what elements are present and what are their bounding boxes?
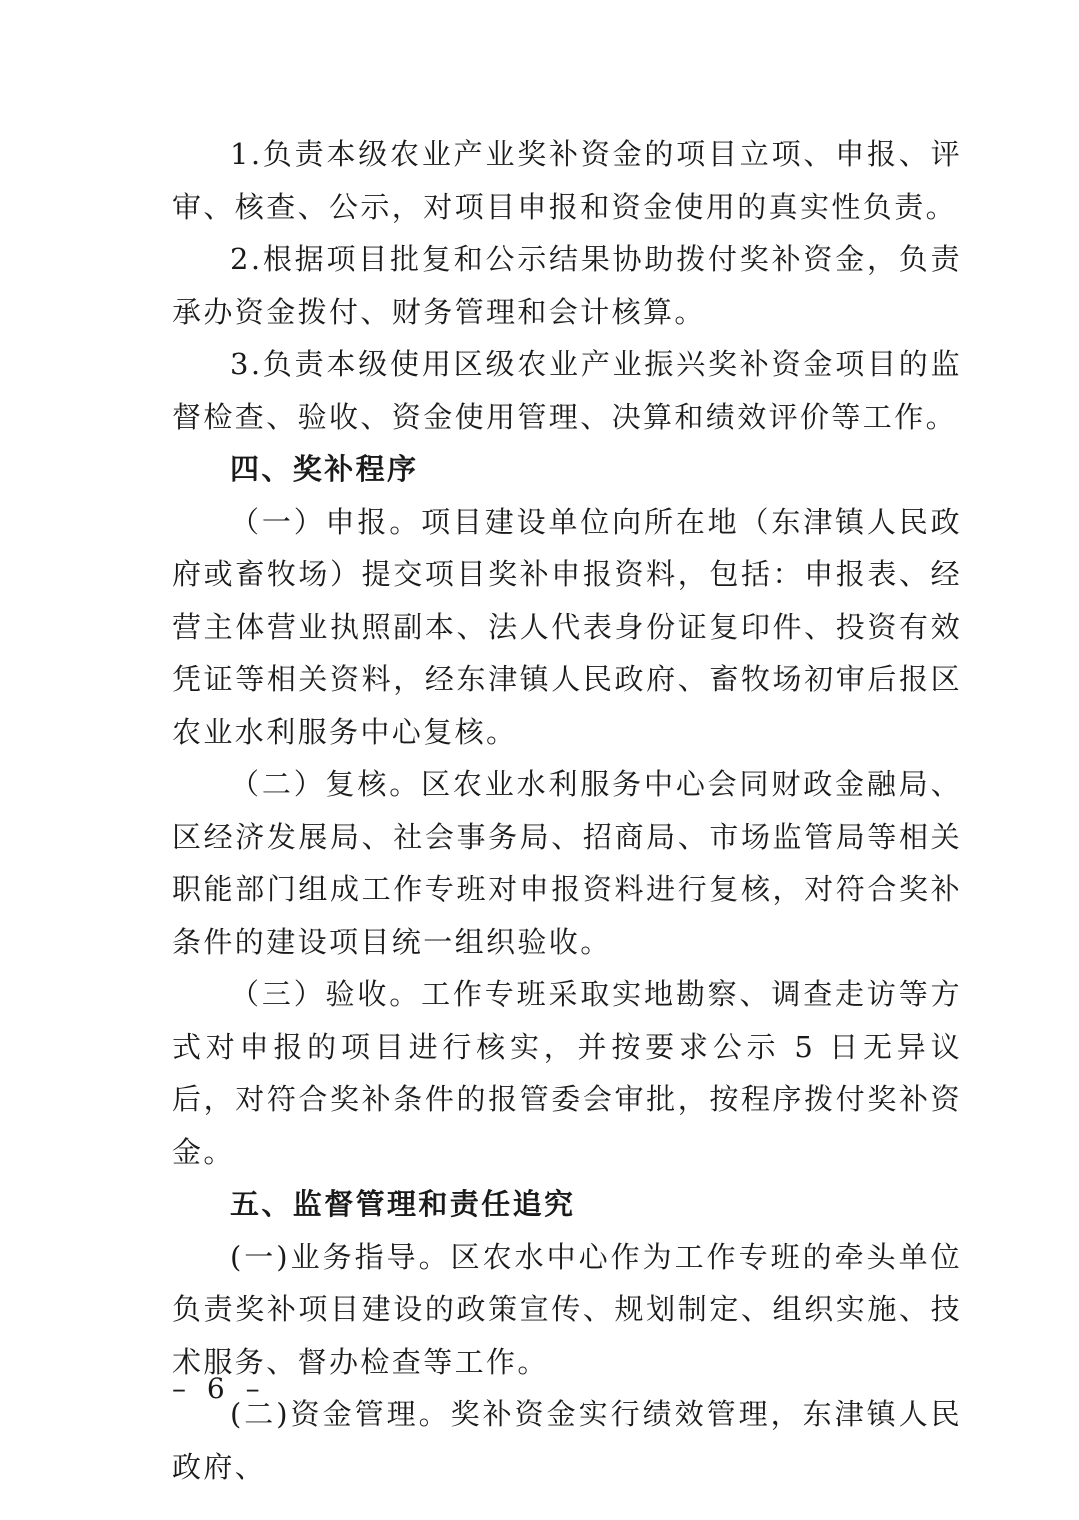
section-heading-supervision: 五、监督管理和责任追究 bbox=[230, 1187, 576, 1221]
section-heading-procedure: 四、奖补程序 bbox=[230, 452, 419, 486]
paragraph-duty-3: 3.负责本级使用区级农业产业振兴奖补资金项目的监督检查、验收、资金使用管理、决算和绩效评价等工作。 bbox=[172, 347, 962, 434]
paragraph-duty-1: 1.负责本级农业产业奖补资金的项目立项、申报、评审、核查、公示，对项目申报和资金使用的真实性负责。 bbox=[172, 137, 962, 224]
paragraph-duty-2: 2.根据项目批复和公示结果协助拨付奖补资金，负责承办资金拨付、财务管理和会计核算。 bbox=[172, 242, 962, 329]
paragraph-guidance: (一)业务指导。区农水中心作为工作专班的牵头单位负责奖补项目建设的政策宣传、规划制定、组织实施、技术服务、督办检查等工作。 bbox=[172, 1239, 962, 1379]
paragraph-review: （二）复核。区农业水利服务中心会同财政金融局、区经济发展局、社会事务局、招商局、市场监管局等相关职能部门组成工作专班对申报资料进行复核，对符合奖补条件的建设项目统一组织验收。 bbox=[172, 767, 962, 959]
paragraph-acceptance: （三）验收。工作专班采取实地勘察、调查走访等方式对申报的项目进行核实，并按要求公示 5 日无异议后，对符合奖补条件的报管委会审批，按程序拨付奖补资金。 bbox=[172, 977, 962, 1169]
document-body bbox=[172, 128, 962, 1493]
page-number: – 6 – bbox=[172, 1372, 266, 1405]
paragraph-application: （一）申报。项目建设单位向所在地（东津镇人民政府或畜牧场）提交项目奖补申报资料，包括：申报表、经营主体营业执照副本、法人代表身份证复印件、投资有效凭证等相关资料，经东津镇人民政府、畜牧场初审后报区农业水利服务中心复核。 bbox=[172, 504, 962, 749]
paragraph-fund-management: (二)资金管理。奖补资金实行绩效管理，东津镇人民政府、 bbox=[172, 1397, 962, 1484]
